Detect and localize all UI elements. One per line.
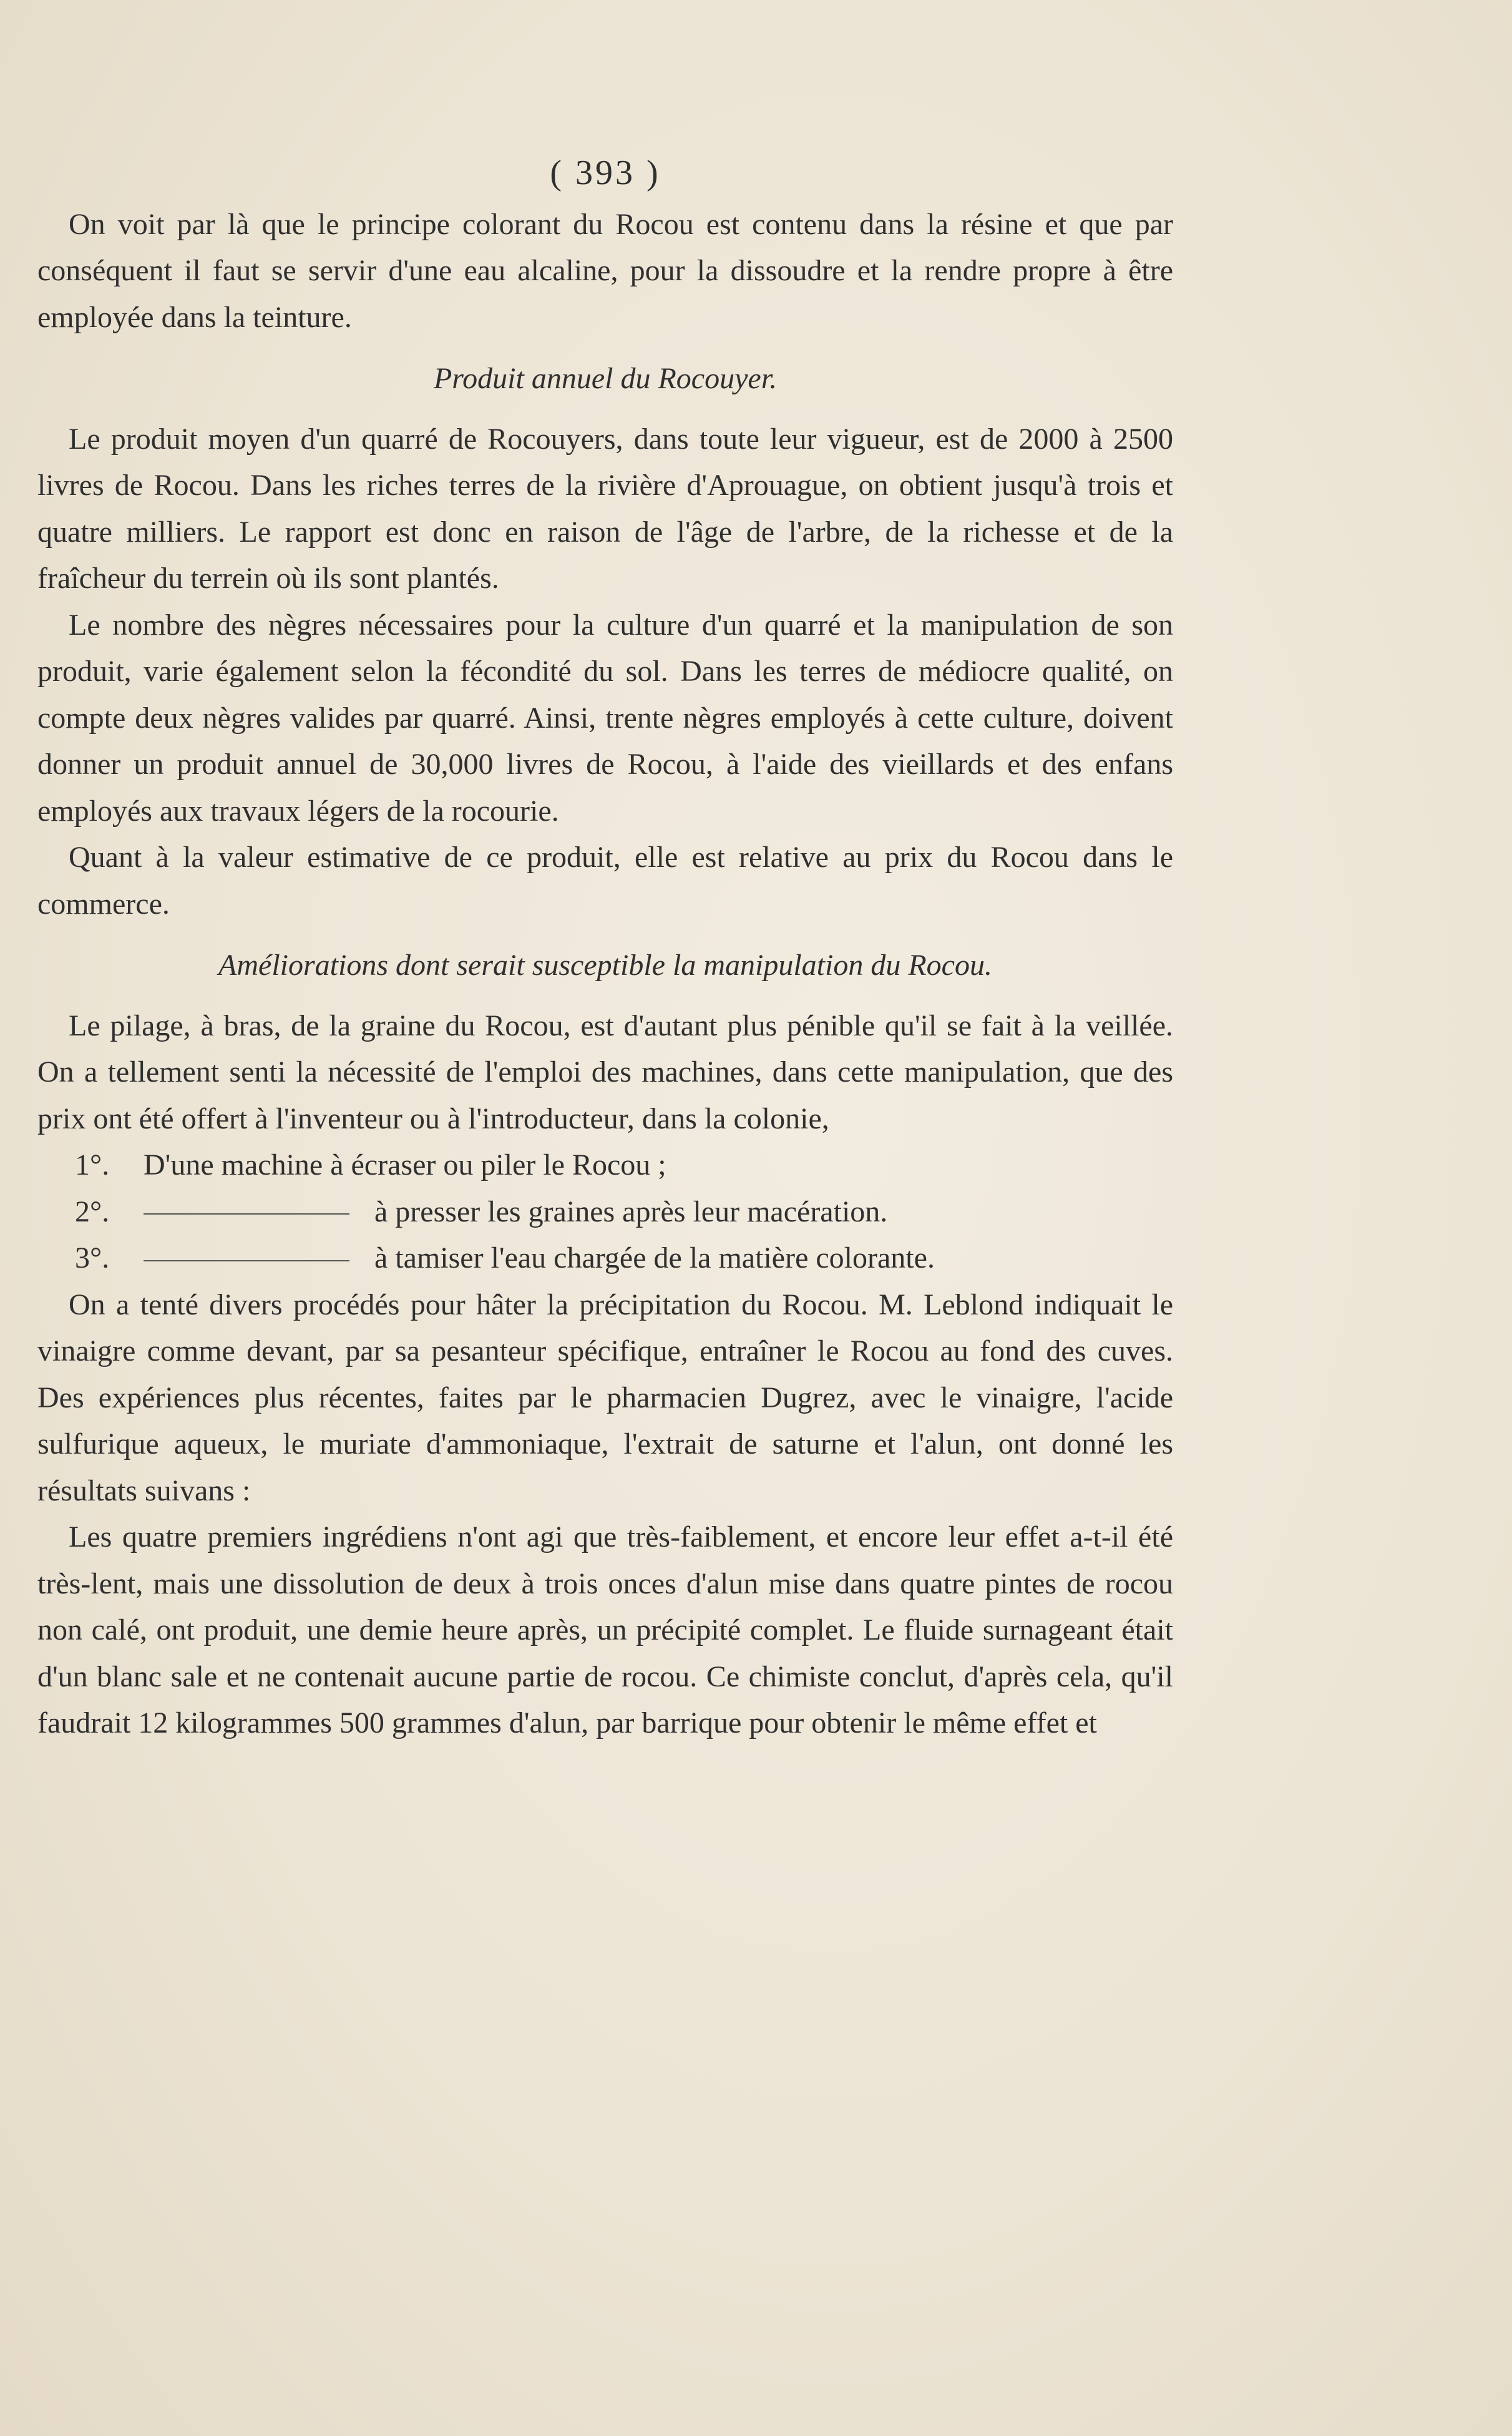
machine-list (37, 1142, 1173, 1282)
ditto-line (144, 1260, 349, 1261)
paragraph: Le nombre des nègres nécessaires pour la culture d'un quarré et la manipulation de son produit, varie également selon la fécondité du sol. Dans les terres de médiocre qualité, on compte deux nègres valides par quarré. Ainsi, trente nègres employés à cette culture, doivent donner un produit annuel de 30,000 livres de Rocou, à l'aide des vieillards et des enfans employés aux travaux légers de la rocourie. (37, 608, 1173, 828)
page-text (37, 150, 1173, 1747)
list-number: 1°. (75, 1148, 110, 1181)
paragraph: Le produit moyen d'un quarré de Rocouyers, dans toute leur vigueur, est de 2000 à 2500 livres de Rocou. Dans les riches terres de la rivière d'Aprouague, on obtient jusqu'à trois et quatre milliers. Le rapport est donc en raison de l'âge de l'arbre, de la richesse et de la fraîcheur du terrein où ils sont plantés. (37, 422, 1173, 595)
list-text: à tamiser l'eau chargée de la matière colorante. (374, 1241, 935, 1274)
list-text: D'une machine à écraser ou piler le Rocou ; (144, 1148, 666, 1181)
page-number: ( 393 ) (550, 154, 661, 192)
section-heading: Produit annuel du Rocouyer. (433, 362, 778, 395)
list-text: à presser les graines après leur macération. (374, 1195, 888, 1228)
ditto-line (144, 1213, 349, 1215)
list-item (75, 1189, 1173, 1236)
paragraph: Quant à la valeur estimative de ce produit, elle est relative au prix du Rocou dans le commerce. (37, 841, 1173, 921)
list-item (75, 1235, 1173, 1282)
paragraph: Les quatre premiers ingrédiens n'ont agi que très-faiblement, et encore leur effet a-t-il été très-lent, mais une dissolution de deux à trois onces d'alun mise dans quatre pintes de rocou non calé, ont produit, une demie heure après, un précipité complet. Le fluide surnageant était d'un blanc sale et ne contenait aucune partie de rocou. Ce chimiste conclut, d'après cela, qu'il faudrait 12 kilogrammes 500 grammes d'alun, par barrique pour obtenir le même effet et (37, 1520, 1173, 1739)
paragraph: Le pilage, à bras, de la graine du Rocou, est d'autant plus pénible qu'il se fait à la veillée. On a tellement senti la nécessité de l'emploi des machines, dans cette manipulation, que des prix ont été offert à l'inventeur ou à l'introducteur, dans la colonie, (37, 1009, 1173, 1135)
section-heading: Améliorations dont serait susceptible la manipulation du Rocou. (218, 949, 992, 982)
list-item (75, 1142, 1173, 1189)
paragraph: On a tenté divers procédés pour hâter la précipitation du Rocou. M. Leblond indiquait le vinaigre comme devant, par sa pesanteur spécifique, entraîner le Rocou au fond des cuves. Des expériences plus récentes, faites par le pharmacien Dugrez, avec le vinaigre, l'acide sulfurique aqueux, le muriate d'ammoniaque, l'extrait de saturne et l'alun, ont donné les résultats suivans : (37, 1288, 1173, 1507)
list-number: 2°. (75, 1195, 110, 1228)
paragraph: On voit par là que le principe colorant du Rocou est contenu dans la résine et que par conséquent il faut se servir d'une eau alcaline, pour la dissoudre et la rendre propre à être employée dans la teinture. (37, 207, 1173, 334)
list-number: 3°. (75, 1241, 110, 1274)
